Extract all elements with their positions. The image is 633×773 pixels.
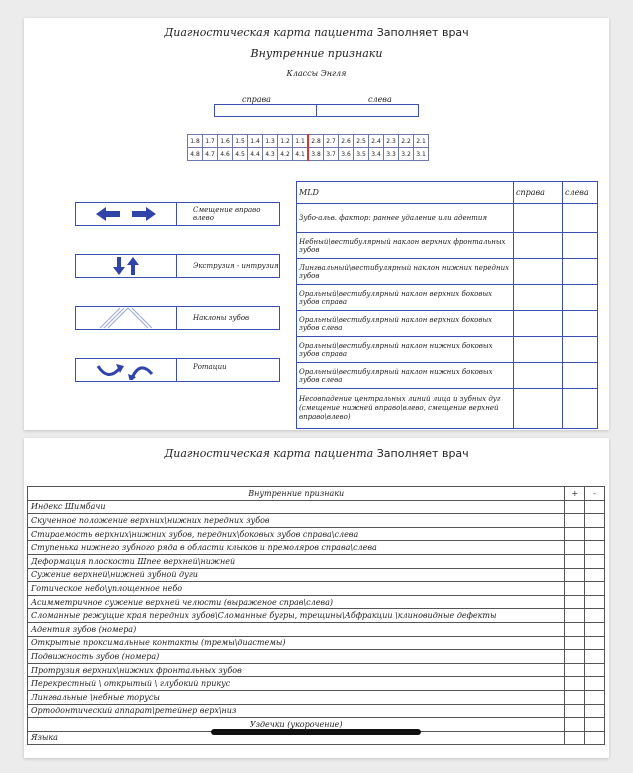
- mld-col-left: слева: [563, 182, 598, 204]
- mld-row-label: Оральный\вестибулярный наклон верхних боковых зубов справа: [297, 285, 514, 311]
- vertical-arrows-icon: [75, 254, 177, 278]
- tooth-cell: 3.1: [414, 148, 429, 161]
- minus-cell[interactable]: [585, 527, 605, 541]
- internal-signs-table: [27, 486, 605, 745]
- side-right-label: справа: [242, 95, 271, 104]
- table-row: [28, 595, 605, 609]
- mld-cell-left[interactable]: [563, 259, 598, 285]
- plus-cell[interactable]: [565, 527, 585, 541]
- angle-right-box[interactable]: [215, 105, 317, 116]
- angle-class-boxes[interactable]: [214, 104, 419, 117]
- minus-cell[interactable]: [585, 663, 605, 677]
- section-heading: Внутренние признаки: [250, 47, 383, 60]
- tooth-cell: 3.8: [308, 148, 324, 161]
- tooth-cell: 1.7: [203, 135, 218, 148]
- mld-cell-left[interactable]: [563, 389, 598, 429]
- minus-cell[interactable]: [585, 636, 605, 650]
- tooth-cell: 4.4: [248, 148, 263, 161]
- table-row: [28, 582, 605, 596]
- minus-cell[interactable]: [585, 690, 605, 704]
- mld-cell-right[interactable]: [514, 337, 563, 363]
- minus-cell[interactable]: [585, 622, 605, 636]
- page-title: Диагностическая карта пациента Заполняет врач: [164, 447, 469, 460]
- tooth-cell: 2.7: [324, 135, 339, 148]
- movement-label: Экструзия - интрузия: [177, 254, 280, 278]
- minus-cell[interactable]: [585, 500, 605, 514]
- tooth-cell: 4.5: [233, 148, 248, 161]
- page-title: Диагностическая карта пациента Заполняет врач: [164, 26, 469, 39]
- tooth-chart: [187, 134, 429, 161]
- table-header: Внутренние признаки: [28, 487, 565, 501]
- movement-label: Наклоны зубов: [177, 306, 280, 330]
- sign-label: Скученное положение верхних\нижних передних зубов: [28, 514, 565, 528]
- tooth-cell: 3.5: [354, 148, 369, 161]
- table-row: [28, 690, 605, 704]
- sign-label: Перекрестный \ открытый \ глубокий прикус: [28, 677, 565, 691]
- mld-row-label: Оральный\вестибулярный наклон нижних боковых зубов слева: [297, 363, 514, 389]
- table-row: [28, 704, 605, 718]
- tooth-cell: 2.4: [369, 135, 384, 148]
- horizontal-arrows-icon: [75, 202, 177, 226]
- minus-cell[interactable]: [585, 650, 605, 664]
- mld-row-label: Лингвальный\вестибулярный наклон нижних передних зубов: [297, 259, 514, 285]
- tooth-cell: 1.8: [188, 135, 203, 148]
- tooth-cell: 2.5: [354, 135, 369, 148]
- tooth-cell: 1.3: [263, 135, 278, 148]
- tooth-cell: 2.2: [399, 135, 414, 148]
- plus-cell[interactable]: [565, 609, 585, 623]
- tooth-cell: 2.3: [384, 135, 399, 148]
- table-row: [28, 514, 605, 528]
- minus-cell[interactable]: [585, 554, 605, 568]
- mld-table: [296, 181, 598, 429]
- minus-cell[interactable]: [585, 595, 605, 609]
- sign-label: Индекс Шимбачи: [28, 500, 565, 514]
- table-row: [28, 500, 605, 514]
- table-row: [28, 650, 605, 664]
- sign-label: Подвижность зубов (номера): [28, 650, 565, 664]
- minus-cell[interactable]: [585, 718, 605, 732]
- tooth-cell: 3.4: [369, 148, 384, 161]
- minus-cell[interactable]: [585, 514, 605, 528]
- side-left-label: слева: [368, 95, 392, 104]
- minus-cell[interactable]: [585, 609, 605, 623]
- minus-header: -: [585, 487, 605, 501]
- mld-cell-right[interactable]: [514, 233, 563, 259]
- mld-cell-left[interactable]: [563, 285, 598, 311]
- tooth-cell: 3.2: [399, 148, 414, 161]
- plus-cell[interactable]: [565, 622, 585, 636]
- tooth-cell: 4.1: [293, 148, 309, 161]
- plus-cell[interactable]: [565, 650, 585, 664]
- table-row: [28, 554, 605, 568]
- sign-label: Стираемость верхних\нижних зубов, передних\боковых зубов справа\слева: [28, 527, 565, 541]
- mld-cell-right[interactable]: [514, 204, 563, 233]
- tooth-cell: 3.6: [339, 148, 354, 161]
- table-row: [28, 622, 605, 636]
- sign-label: Готическое небо\уплощенное небо: [28, 582, 565, 596]
- movement-label: Смещение вправо влево: [177, 202, 280, 226]
- plus-cell[interactable]: [565, 500, 585, 514]
- table-row: [28, 527, 605, 541]
- mld-header: MLD: [297, 182, 514, 204]
- plus-cell[interactable]: [565, 582, 585, 596]
- minus-cell[interactable]: [585, 541, 605, 555]
- mld-row-label: Несовпадение центральных линий лица и зубных дуг (смещение нижней вправо\влево, смещение верхней вправо\влево): [297, 389, 514, 429]
- table-row: [28, 677, 605, 691]
- frenulum-header: Уздечки (укорочение): [28, 718, 565, 732]
- mld-row-label: Небный\вестибулярный наклон верхних фронтальных зубов: [297, 233, 514, 259]
- movement-row: [75, 254, 280, 278]
- mld-cell-left[interactable]: [563, 233, 598, 259]
- tooth-cell: 1.5: [233, 135, 248, 148]
- fill-note: Заполняет врач: [376, 26, 469, 39]
- mld-cell-left[interactable]: [563, 363, 598, 389]
- plus-cell[interactable]: [565, 690, 585, 704]
- minus-cell[interactable]: [585, 568, 605, 582]
- tooth-cell: 2.6: [339, 135, 354, 148]
- mld-cell-left[interactable]: [563, 311, 598, 337]
- table-row: [28, 541, 605, 555]
- plus-cell[interactable]: [565, 568, 585, 582]
- plus-cell[interactable]: [565, 663, 585, 677]
- tooth-cell: 4.3: [263, 148, 278, 161]
- mld-cell-right[interactable]: [514, 363, 563, 389]
- movement-row: [75, 358, 280, 382]
- sign-label: Протрузия верхних\нижних фронтальных зубов: [28, 663, 565, 677]
- sign-label: Открытые проксимальные контакты (тремы\диастемы): [28, 636, 565, 650]
- rotation-arrows-icon: [75, 358, 177, 382]
- tooth-cell: 1.4: [248, 135, 263, 148]
- mld-cell-right[interactable]: [514, 259, 563, 285]
- tooth-cell: 4.6: [218, 148, 233, 161]
- tooth-cell: 1.2: [278, 135, 293, 148]
- mld-cell-right[interactable]: [514, 389, 563, 429]
- tooth-cell: 2.1: [414, 135, 429, 148]
- plus-cell[interactable]: [565, 718, 585, 732]
- minus-cell[interactable]: [585, 677, 605, 691]
- movement-label: Ротации: [177, 358, 280, 382]
- plus-cell[interactable]: [565, 677, 585, 691]
- minus-cell[interactable]: [585, 582, 605, 596]
- minus-cell[interactable]: [585, 704, 605, 718]
- table-row: [28, 663, 605, 677]
- tooth-cell: 3.7: [324, 148, 339, 161]
- minus-cell[interactable]: [585, 731, 605, 745]
- mld-col-right: справа: [514, 182, 563, 204]
- plus-header: +: [565, 487, 585, 501]
- home-indicator[interactable]: [211, 729, 421, 735]
- sign-label: Деформация плоскости Шпее верхней\нижней: [28, 554, 565, 568]
- mld-cell-left[interactable]: [563, 337, 598, 363]
- sign-label: Асимметричное сужение верхней челюсти (выраженое справ\слева): [28, 595, 565, 609]
- plus-cell[interactable]: [565, 554, 585, 568]
- plus-cell[interactable]: [565, 636, 585, 650]
- document-page-1: [24, 18, 609, 430]
- table-row: [28, 609, 605, 623]
- tilt-lines-icon: [75, 306, 177, 330]
- movement-row: [75, 306, 280, 330]
- mld-cell-right[interactable]: [514, 285, 563, 311]
- movement-row: [75, 202, 280, 226]
- sign-label: Сужение верхней\нижней зубной дуги: [28, 568, 565, 582]
- plus-cell[interactable]: [565, 514, 585, 528]
- fill-note: Заполняет врач: [376, 447, 469, 460]
- sign-label: Ортодонтический аппарат\ретейнер верх\низ: [28, 704, 565, 718]
- table-row: [28, 636, 605, 650]
- mld-row-label: Оральный\вестибулярный наклон нижних боковых зубов справа: [297, 337, 514, 363]
- mld-row-label: Зубо-альв. фактор: раннее удаление или адентия: [297, 204, 514, 233]
- sign-label: Адентия зубов (номера): [28, 622, 565, 636]
- tooth-cell: 1.1: [293, 135, 309, 148]
- mld-cell-left[interactable]: [563, 204, 598, 233]
- tooth-cell: 4.8: [188, 148, 203, 161]
- table-row: [28, 568, 605, 582]
- sign-label: Ступенька нижнего зубного ряда в области клыков и премоляров справа\слева: [28, 541, 565, 555]
- tooth-cell: 1.6: [218, 135, 233, 148]
- angle-classes-heading: Классы Энгля: [286, 69, 347, 78]
- sign-label: Языка: [28, 731, 565, 745]
- tooth-cell: 3.3: [384, 148, 399, 161]
- mld-row-label: Оральный\вестибулярный наклон верхних боковых зубов слева: [297, 311, 514, 337]
- sign-label: Сломанные режущие края передних зубов\Сломанные бугры, трещины\Абфракции \клиновидные дефекты: [28, 609, 565, 623]
- plus-cell[interactable]: [565, 595, 585, 609]
- tooth-cell: 2.8: [308, 135, 324, 148]
- sign-label: Лингвальные \небные торусы: [28, 690, 565, 704]
- tooth-cell: 4.2: [278, 148, 293, 161]
- document-page-2: [24, 438, 609, 758]
- plus-cell[interactable]: [565, 541, 585, 555]
- plus-cell[interactable]: [565, 731, 585, 745]
- angle-left-box[interactable]: [317, 105, 418, 116]
- mld-cell-right[interactable]: [514, 311, 563, 337]
- plus-cell[interactable]: [565, 704, 585, 718]
- tooth-cell: 4.7: [203, 148, 218, 161]
